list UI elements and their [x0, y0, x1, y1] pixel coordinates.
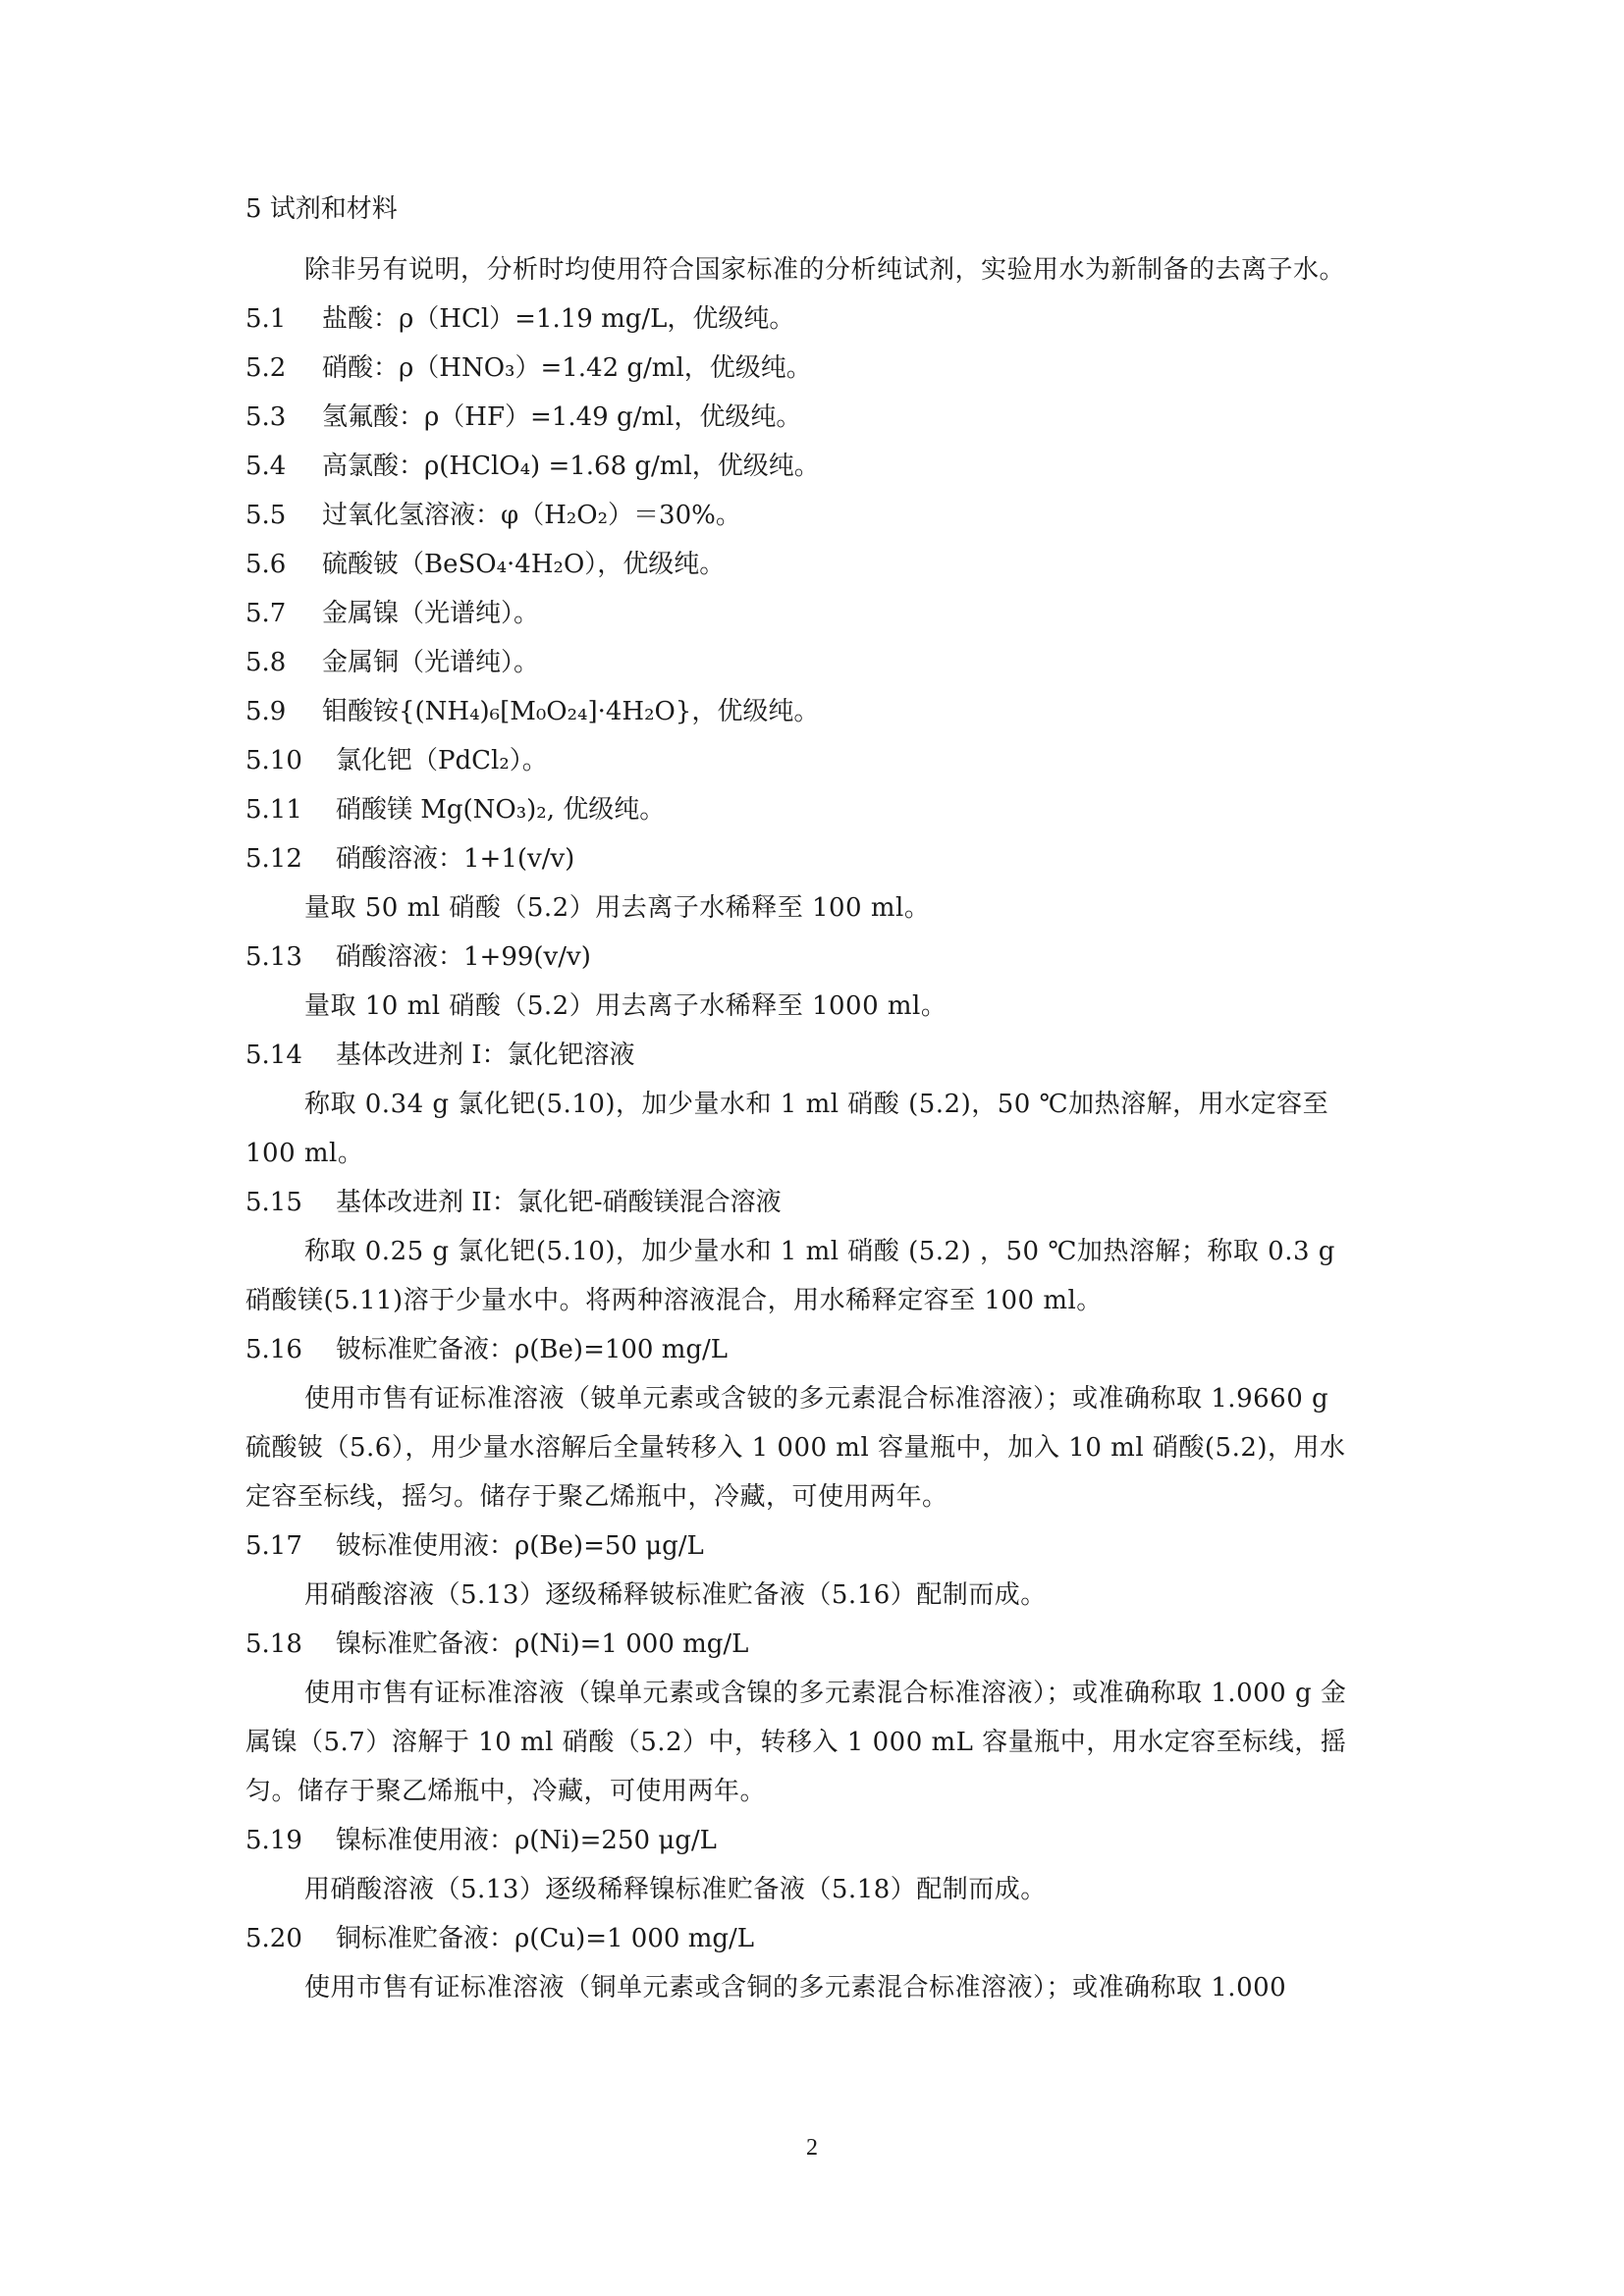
reagent-number: 5.15 [245, 1188, 302, 1217]
reagent-number: 5.18 [245, 1629, 302, 1659]
reagent-text: 金属铜（光谱纯）。 [322, 648, 540, 677]
reagent-text: 铜标准贮备液：ρ(Cu)=1 000 mg/L [336, 1924, 755, 1953]
reagent-number: 5.12 [245, 844, 302, 874]
reagent-text: 硫酸铍（BeSO₄·4H₂O），优级纯。 [322, 550, 726, 579]
reagent-number: 5.3 [245, 402, 287, 432]
reagent-number: 5.1 [245, 304, 287, 334]
reagent-number: 5.7 [245, 599, 287, 628]
reagent-item [245, 933, 1361, 982]
reagent-text: 硝酸溶液：1+99(v/v) [336, 942, 591, 972]
reagent-item [245, 589, 1361, 638]
reagent-description: 称取 0.34 g 氯化钯(5.10)，加少量水和 1 ml 硝酸 (5.2)，50 ℃加热溶解，用水定容至 100 ml。 [245, 1090, 1329, 1168]
reagent-item [245, 834, 1361, 883]
reagent-number: 5.5 [245, 501, 287, 530]
reagent-description: 使用市售有证标准溶液（镍单元素或含镍的多元素混合标准溶液）；或准确称取 1.000 g 金属镍（5.7）溶解于 10 ml 硝酸（5.2）中，转移入 1 000 mL 容量瓶中，用水定容至标线，摇匀。储存于聚乙烯瓶中，冷藏，可使用两年。 [245, 1679, 1347, 1806]
reagent-text: 基体改进剂 II：氯化钯-硝酸镁混合溶液 [336, 1188, 782, 1217]
reagent-description: 量取 50 ml 硝酸（5.2）用去离子水稀释至 100 ml。 [304, 893, 931, 923]
reagent-item [245, 1031, 1361, 1080]
reagent-text: 钼酸铵{(NH₄)₆[M₀O₂₄]·4H₂O}，优级纯。 [322, 697, 820, 726]
reagent-text: 铍标准使用液：ρ(Be)=50 μg/L [336, 1531, 704, 1561]
section-title: 5 试剂和材料 [245, 194, 398, 224]
reagent-item [245, 687, 1361, 736]
page-content [245, 185, 1361, 2012]
reagent-text: 高氯酸：ρ(HClO₄) =1.68 g/ml，优级纯。 [322, 452, 820, 481]
reagent-text: 盐酸：ρ（HCl）=1.19 mg/L，优级纯。 [322, 304, 795, 334]
reagent-list [245, 294, 1361, 2012]
reagent-text: 铍标准贮备液：ρ(Be)=100 mg/L [336, 1335, 729, 1364]
reagent-number: 5.6 [245, 550, 287, 579]
reagent-number: 5.17 [245, 1531, 302, 1561]
reagent-text: 氯化钯（PdCl₂）。 [336, 746, 548, 775]
reagent-item [245, 1178, 1361, 1227]
reagent-item [245, 1325, 1361, 1374]
reagent-description: 用硝酸溶液（5.13）逐级稀释镍标准贮备液（5.18）配制而成。 [304, 1875, 1047, 1904]
reagent-item [245, 294, 1361, 344]
reagent-description: 使用市售有证标准溶液（铜单元素或含铜的多元素混合标准溶液）；或准确称取 1.000 [304, 1973, 1287, 2002]
reagent-description: 使用市售有证标准溶液（铍单元素或含铍的多元素混合标准溶液）；或准确称取 1.9660 g 硫酸铍（5.6），用少量水溶解后全量转移入 1 000 ml 容量瓶中，加入 10 ml 硝酸(5.2)，用水定容至标线，摇匀。储存于聚乙烯瓶中，冷藏，可使用两年。 [245, 1384, 1346, 1512]
reagent-description: 用硝酸溶液（5.13）逐级稀释铍标准贮备液（5.16）配制而成。 [304, 1580, 1047, 1610]
reagent-item [245, 1914, 1361, 1963]
reagent-number: 5.4 [245, 452, 287, 481]
reagent-text: 金属镍（光谱纯）。 [322, 599, 540, 628]
reagent-description: 称取 0.25 g 氯化钯(5.10)，加少量水和 1 ml 硝酸 (5.2) ，50 ℃加热溶解；称取 0.3 g 硝酸镁(5.11)溶于少量水中。将两种溶液混合，用水稀释定容至 100 ml。 [245, 1237, 1335, 1315]
reagent-text: 硝酸溶液：1+1(v/v) [336, 844, 575, 874]
reagent-item [245, 736, 1361, 785]
page-number: 2 [806, 2135, 818, 2161]
intro-paragraph: 除非另有说明，分析时均使用符合国家标准的分析纯试剂，实验用水为新制备的去离子水。 [304, 255, 1346, 285]
reagent-number: 5.8 [245, 648, 287, 677]
reagent-number: 5.16 [245, 1335, 302, 1364]
reagent-item [245, 638, 1361, 687]
reagent-text: 镍标准贮备液：ρ(Ni)=1 000 mg/L [336, 1629, 749, 1659]
reagent-item [245, 1522, 1361, 1571]
reagent-text: 过氧化氢溶液：φ（H₂O₂）＝30%。 [322, 501, 741, 530]
reagent-item [245, 393, 1361, 442]
reagent-item [245, 1816, 1361, 1865]
reagent-number: 5.14 [245, 1041, 302, 1070]
reagent-text: 硝酸镁 Mg(NO₃)₂, 优级纯。 [336, 795, 666, 825]
reagent-item [245, 540, 1361, 589]
reagent-number: 5.19 [245, 1826, 302, 1855]
reagent-text: 基体改进剂 I：氯化钯溶液 [336, 1041, 635, 1070]
reagent-number: 5.2 [245, 353, 287, 383]
reagent-text: 硝酸：ρ（HNO₃）=1.42 g/ml，优级纯。 [322, 353, 812, 383]
reagent-item [245, 344, 1361, 393]
reagent-text: 氢氟酸：ρ（HF）=1.49 g/ml，优级纯。 [322, 402, 802, 432]
reagent-item [245, 785, 1361, 834]
reagent-item [245, 442, 1361, 491]
reagent-item [245, 491, 1361, 540]
reagent-number: 5.11 [245, 795, 302, 825]
reagent-text: 镍标准使用液：ρ(Ni)=250 μg/L [336, 1826, 717, 1855]
reagent-number: 5.10 [245, 746, 302, 775]
reagent-number: 5.20 [245, 1924, 302, 1953]
reagent-number: 5.13 [245, 942, 302, 972]
reagent-number: 5.9 [245, 697, 287, 726]
reagent-item [245, 1620, 1361, 1669]
reagent-description: 量取 10 ml 硝酸（5.2）用去离子水稀释至 1000 ml。 [304, 991, 947, 1021]
